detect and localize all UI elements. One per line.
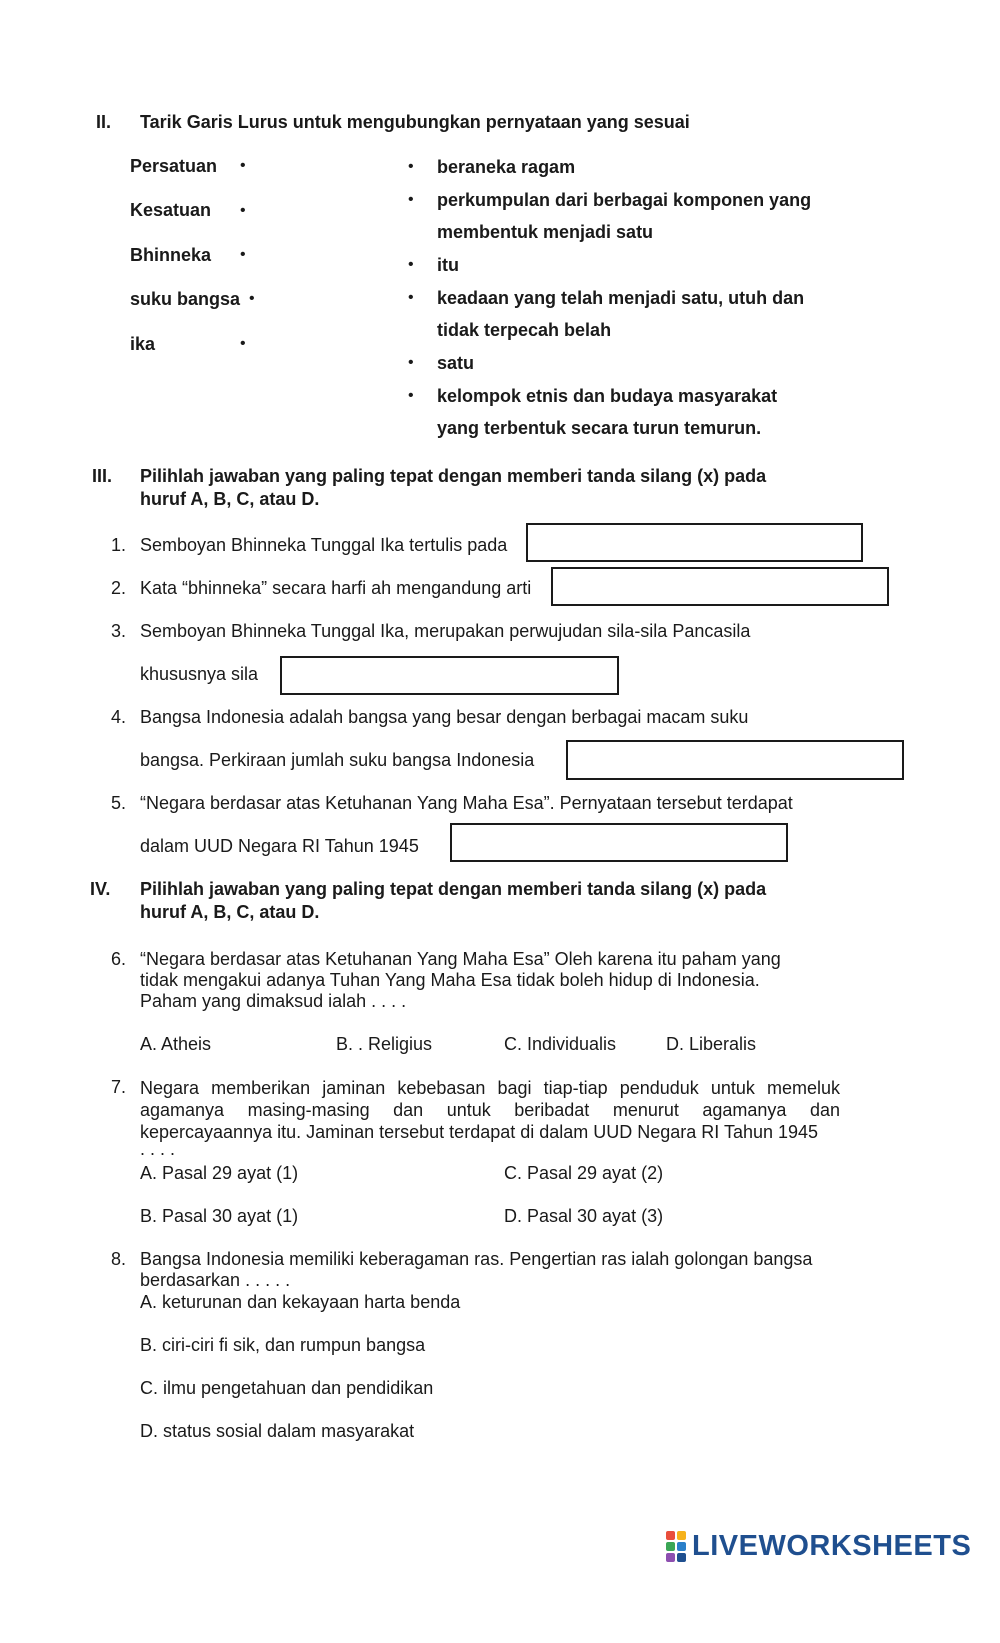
question-text: Paham yang dimaksud ialah . . . . bbox=[140, 991, 407, 1011]
liveworksheets-logo bbox=[666, 1530, 971, 1563]
match-right-item: itu bbox=[437, 255, 459, 275]
match-right-dot[interactable]: • bbox=[408, 256, 414, 273]
question-text: Bangsa Indonesia memiliki keberagaman ras. Pengertian ras ialah golongan bangsa bbox=[140, 1249, 813, 1269]
match-left-dot[interactable]: • bbox=[240, 335, 246, 352]
match-right-dot[interactable]: • bbox=[408, 191, 414, 208]
question-number: 2. bbox=[111, 578, 127, 598]
option-c[interactable]: C. Pasal 29 ayat (2) bbox=[504, 1163, 664, 1183]
match-left-dot[interactable]: • bbox=[240, 157, 246, 174]
match-left-dot[interactable]: • bbox=[240, 246, 246, 263]
question-line: . . . . bbox=[140, 1139, 176, 1159]
question-number: 7. bbox=[111, 1077, 127, 1097]
match-right-dot[interactable]: • bbox=[408, 158, 414, 175]
section-2-number: II. bbox=[96, 112, 112, 132]
question-text: Kata “bhinneka” secara harfi ah mengandung arti bbox=[140, 578, 532, 598]
match-left-dot[interactable]: • bbox=[240, 202, 246, 219]
match-right-item: kelompok etnis dan budaya masyarakat bbox=[437, 386, 778, 406]
question-text: berdasarkan . . . . . bbox=[140, 1270, 291, 1290]
question-number: 8. bbox=[111, 1249, 127, 1269]
logo-icon bbox=[666, 1531, 686, 1562]
question-number: 3. bbox=[111, 621, 127, 641]
section-3-title: Pilihlah jawaban yang paling tepat dengan memberi tanda silang (x) pada bbox=[140, 466, 767, 486]
answer-box-1[interactable] bbox=[526, 523, 863, 562]
answer-box-5[interactable] bbox=[450, 823, 788, 862]
question-text: Semboyan Bhinneka Tunggal Ika tertulis pada bbox=[140, 535, 508, 555]
match-right-item: tidak terpecah belah bbox=[437, 320, 612, 340]
question-text: khususnya sila bbox=[140, 664, 259, 684]
match-right-item: beraneka ragam bbox=[437, 157, 576, 177]
answer-box-4[interactable] bbox=[566, 740, 904, 780]
section-4-title: huruf A, B, C, atau D. bbox=[140, 902, 320, 922]
option-c[interactable]: C. ilmu pengetahuan dan pendidikan bbox=[140, 1378, 434, 1398]
match-left-item: suku bangsa bbox=[130, 289, 241, 309]
section-2-title: Tarik Garis Lurus untuk mengubungkan pernyataan yang sesuai bbox=[140, 112, 690, 132]
logo-square bbox=[666, 1553, 675, 1562]
question-text: bangsa. Perkiraan jumlah suku bangsa Indonesia bbox=[140, 750, 535, 770]
logo-text: LIVEWORKSHEETS bbox=[692, 1530, 972, 1562]
answer-box-2[interactable] bbox=[551, 567, 889, 606]
logo-square bbox=[677, 1542, 686, 1551]
question-number: 4. bbox=[111, 707, 127, 727]
logo-square bbox=[677, 1553, 686, 1562]
match-right-item: satu bbox=[437, 353, 475, 373]
match-left-item: Persatuan bbox=[130, 156, 218, 176]
option-c[interactable]: C. Individualis bbox=[504, 1034, 617, 1054]
section-4-number: IV. bbox=[90, 879, 111, 899]
match-left-item: Kesatuan bbox=[130, 200, 212, 220]
match-right-item: yang terbentuk secara turun temurun. bbox=[437, 418, 762, 438]
question-text: “Negara berdasar atas Ketuhanan Yang Maha Esa” Oleh karena itu paham yang bbox=[140, 949, 781, 969]
question-number: 5. bbox=[111, 793, 127, 813]
option-a[interactable]: A. Atheis bbox=[140, 1034, 212, 1054]
logo-square bbox=[677, 1531, 686, 1540]
question-number: 6. bbox=[111, 949, 127, 969]
match-right-item: keadaan yang telah menjadi satu, utuh dan bbox=[437, 288, 805, 308]
option-d[interactable]: D. status sosial dalam masyarakat bbox=[140, 1421, 415, 1441]
option-d[interactable]: D. Liberalis bbox=[666, 1034, 757, 1054]
question-text: Semboyan Bhinneka Tunggal Ika, merupakan perwujudan sila-sila Pancasila bbox=[140, 621, 751, 641]
question-text: “Negara berdasar atas Ketuhanan Yang Maha Esa”. Pernyataan tersebut terdapat bbox=[140, 793, 793, 813]
question-text: Bangsa Indonesia adalah bangsa yang besar dengan berbagai macam suku bbox=[140, 707, 749, 727]
match-right-dot[interactable]: • bbox=[408, 289, 414, 306]
option-a[interactable]: A. Pasal 29 ayat (1) bbox=[140, 1163, 299, 1183]
option-b[interactable]: B. Pasal 30 ayat (1) bbox=[140, 1206, 299, 1226]
section-4-title: Pilihlah jawaban yang paling tepat dengan memberi tanda silang (x) pada bbox=[140, 879, 767, 899]
option-a[interactable]: A. keturunan dan kekayaan harta benda bbox=[140, 1292, 461, 1312]
logo-square bbox=[666, 1542, 675, 1551]
match-right-dot[interactable]: • bbox=[408, 387, 414, 404]
section-3-title: huruf A, B, C, atau D. bbox=[140, 489, 320, 509]
question-text: dalam UUD Negara RI Tahun 1945 bbox=[140, 836, 419, 856]
question-text: tidak mengakui adanya Tuhan Yang Maha Esa tidak boleh hidup di Indonesia. bbox=[140, 970, 760, 990]
match-left-dot[interactable]: • bbox=[249, 290, 255, 307]
logo-square bbox=[666, 1531, 675, 1540]
question-line: Negara memberikan jaminan kebebasan bagi tiap-tiap penduduk untuk memeluk bbox=[140, 1078, 840, 1098]
option-d[interactable]: D. Pasal 30 ayat (3) bbox=[504, 1206, 664, 1226]
option-b[interactable]: B. . Religius bbox=[336, 1034, 433, 1054]
question-text bbox=[140, 1077, 840, 1165]
answer-box-3[interactable] bbox=[280, 656, 619, 695]
match-right-item: membentuk menjadi satu bbox=[437, 222, 654, 242]
question-line: agamanya masing-masing dan untuk beribadat menurut agamanya dan bbox=[140, 1100, 840, 1120]
match-left-item: ika bbox=[130, 334, 156, 354]
section-3-number: III. bbox=[92, 466, 113, 486]
question-number: 1. bbox=[111, 535, 127, 555]
match-right-dot[interactable]: • bbox=[408, 354, 414, 371]
option-b[interactable]: B. ciri-ciri fi sik, dan rumpun bangsa bbox=[140, 1335, 426, 1355]
match-right-item: perkumpulan dari berbagai komponen yang bbox=[437, 190, 812, 210]
match-left-item: Bhinneka bbox=[130, 245, 212, 265]
question-line: kepercayaannya itu. Jaminan tersebut terdapat di dalam UUD Negara RI Tahun 1945 bbox=[140, 1122, 819, 1142]
